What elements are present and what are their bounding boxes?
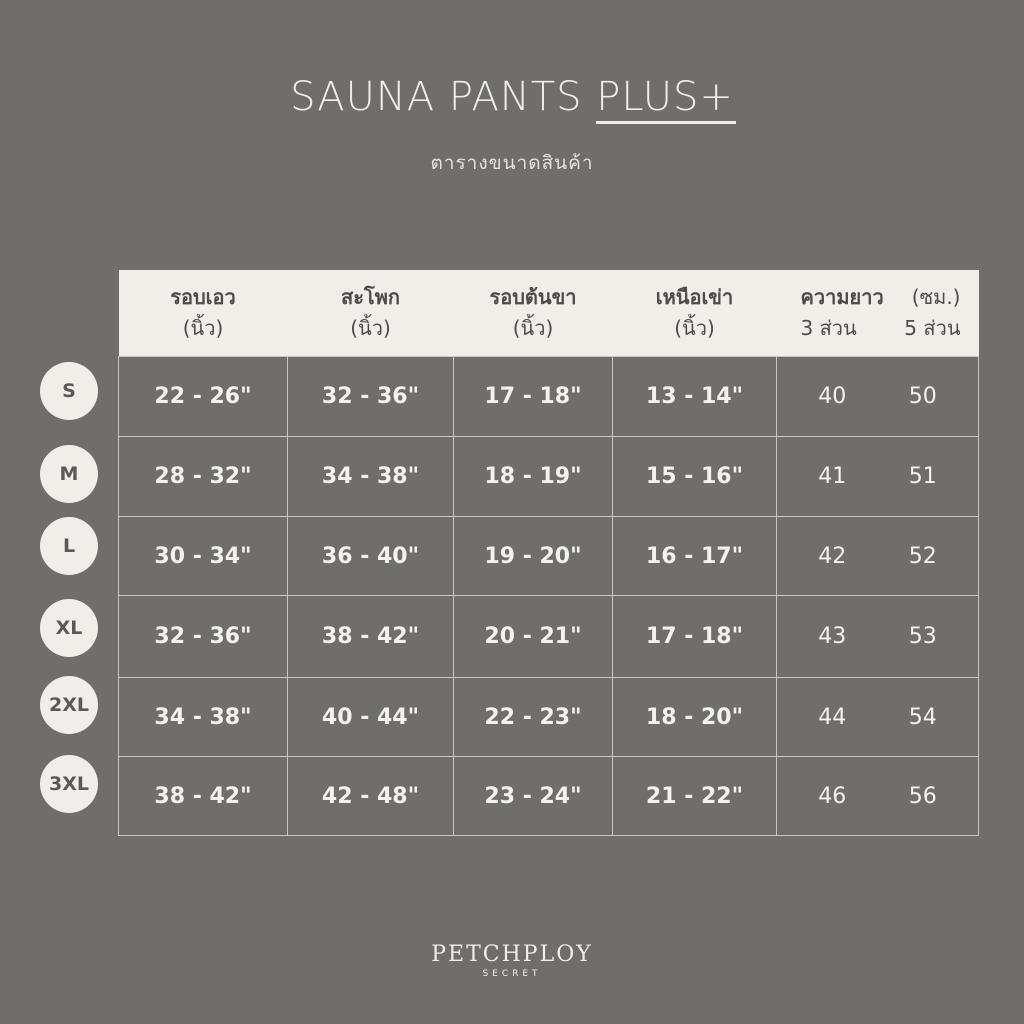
cell-len5: 51 (908, 464, 937, 489)
cell-knee: 15 - 16" (613, 437, 777, 517)
cell-len5: 56 (908, 783, 937, 809)
cell-hip: 32 - 36" (288, 357, 454, 437)
header-thigh: รอบต้นขา (นิ้ว) (454, 270, 613, 357)
cell-knee: 17 - 18" (613, 596, 777, 678)
cell-waist: 28 - 32" (119, 437, 288, 517)
cell-knee: 21 - 22" (613, 757, 777, 836)
size-badge: M (40, 445, 98, 503)
header-waist: รอบเอว (นิ้ว) (119, 270, 288, 357)
cell-waist: 38 - 42" (119, 757, 288, 836)
table-body (119, 357, 979, 836)
cell-len3: 40 (818, 384, 847, 409)
cell-len5: 54 (908, 704, 937, 730)
table-row (119, 517, 979, 596)
table-row (119, 357, 979, 437)
cell-length (777, 357, 979, 437)
table-row (119, 757, 979, 836)
cell-len3: 44 (818, 704, 847, 730)
table-header (119, 270, 979, 357)
brand-logo (0, 942, 1024, 979)
cell-knee: 18 - 20" (613, 678, 777, 757)
cell-knee: 16 - 17" (613, 517, 777, 596)
cell-length (777, 757, 979, 836)
cell-length (777, 437, 979, 517)
header-length: ความยาว (ซม.) 3 ส่วน 5 ส่วน (777, 270, 979, 357)
size-badge: 3XL (40, 755, 98, 813)
cell-thigh: 20 - 21" (454, 596, 613, 678)
header-hip: สะโพก (นิ้ว) (288, 270, 454, 357)
size-badge: S (40, 362, 98, 420)
cell-waist: 34 - 38" (119, 678, 288, 757)
cell-hip: 42 - 48" (288, 757, 454, 836)
cell-len5: 50 (908, 384, 937, 409)
cell-len3: 46 (818, 783, 847, 809)
table-row (119, 678, 979, 757)
size-chart (118, 270, 978, 836)
table-row (119, 596, 979, 678)
table-row (119, 437, 979, 517)
cell-length (777, 596, 979, 678)
header-above-knee: เหนือเข่า (นิ้ว) (613, 270, 777, 357)
cell-len3: 41 (818, 464, 847, 489)
cell-thigh: 18 - 19" (454, 437, 613, 517)
cell-waist: 30 - 34" (119, 517, 288, 596)
cell-len3: 42 (818, 543, 847, 569)
cell-length (777, 517, 979, 596)
cell-hip: 38 - 42" (288, 596, 454, 678)
logo-name: PETCHPLOY (431, 942, 593, 967)
header-length-3: 3 ส่วน (800, 316, 857, 340)
cell-hip: 36 - 40" (288, 517, 454, 596)
logo-tagline: SECRET (482, 969, 542, 979)
size-badge: XL (40, 599, 98, 657)
cell-waist: 22 - 26" (119, 357, 288, 437)
size-table (118, 270, 979, 836)
cell-thigh: 19 - 20" (454, 517, 613, 596)
size-badge: L (40, 517, 98, 575)
cell-waist: 32 - 36" (119, 596, 288, 678)
size-badge: 2XL (40, 676, 98, 734)
cell-len5: 52 (908, 543, 937, 569)
title-prefix: SAUNA PANTS (290, 74, 597, 120)
cell-knee: 13 - 14" (613, 357, 777, 437)
cell-hip: 40 - 44" (288, 678, 454, 757)
header-length-5: 5 ส่วน (904, 316, 961, 340)
cell-thigh: 22 - 23" (454, 678, 613, 757)
page-subtitle: ตารางขนาดสินค้า (430, 152, 594, 174)
page-title (0, 74, 1024, 120)
cell-hip: 34 - 38" (288, 437, 454, 517)
cell-thigh: 23 - 24" (454, 757, 613, 836)
cell-thigh: 17 - 18" (454, 357, 613, 437)
cell-len3: 43 (818, 624, 847, 649)
cell-length (777, 678, 979, 757)
title-emphasis: PLUS+ (596, 74, 734, 120)
cell-len5: 53 (908, 624, 937, 649)
